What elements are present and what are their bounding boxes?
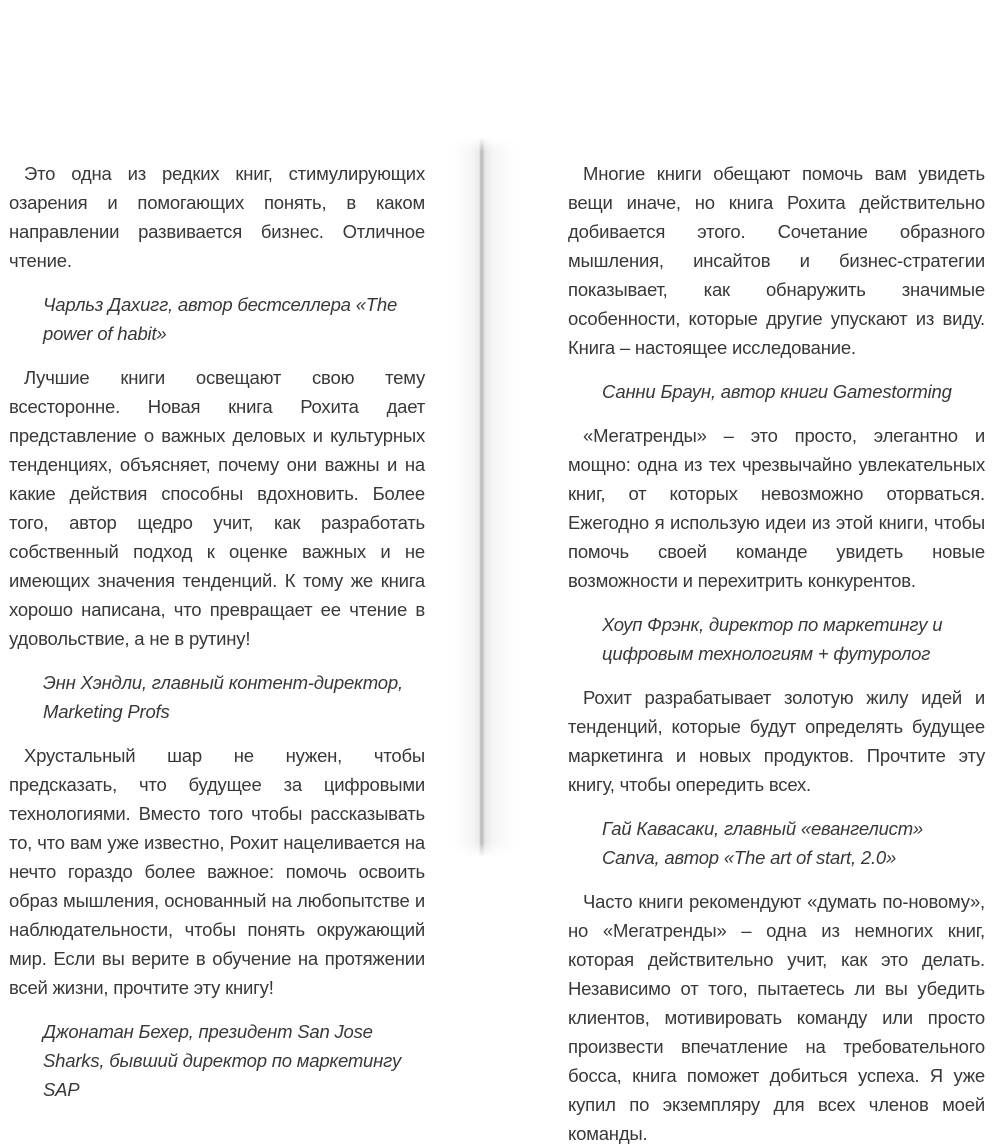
testimonial-attribution: Гай Кавасаки, главный «евангелист» Canva, автор «The art of start, 2.0» [602, 818, 924, 868]
testimonial-attribution: Санни Браун, автор книги Gamestorming [602, 381, 952, 402]
testimonial-attribution: Джонатан Бехер, президент San Jose Sharks, бывший директор по маркетингу SAP [43, 1021, 402, 1100]
testimonial-attribution: Чарльз Дахигг, автор бестселлера «The power of habit» [43, 294, 398, 344]
left-page [9, 159, 425, 1104]
testimonial-quote: «Мегатренды» – это просто, элегантно и мощно: одна из тех чрезвычайно увлекательных книг, от которых невозможно оторваться. Ежегодно я использую идеи из этой книги, чтобы помочь своей команде увидеть новые возможности и перехитрить конкурентов. [568, 425, 985, 591]
testimonial-quote: Хрустальный шар не нужен, чтобы предсказать, что будущее за цифровыми технологиями. Вместо того чтобы рассказывать то, что вам уже известно, Рохит нацеливается на нечто гораздо более важное: помочь освоить образ мышления, основанный на любопытстве и наблюдательности, чтобы понять окружающий мир. Если вы верите в обучение на протяжении всей жизни, прочтите эту книгу! [9, 745, 425, 998]
testimonial-quote: Это одна из редких книг, стимулирующих озарения и помогающих понять, в каком направлении развивается бизнес. Отличное чтение. [9, 163, 425, 271]
testimonial-quote: Лучшие книги освещают свою тему всесторонне. Новая книга Рохита дает представление о важных деловых и культурных тенденциях, объясняет, почему они важны и на какие действия способны вдохновить. Более того, автор щедро учит, как разработать собственный подход к оценке важных и не имеющих значения тенденций. К тому же книга хорошо написана, что превращает ее чтение в удовольствие, а не в рутину! [9, 367, 425, 649]
testimonial-attribution: Хоуп Фрэнк, директор по маркетингу и цифровым технологиям + футуролог [602, 614, 943, 664]
testimonial-quote: Многие книги обещают помочь вам увидеть вещи иначе, но книга Рохита действительно добивается этого. Сочетание образного мышления, инсайтов и бизнес-стратегии показывает, как обнаружить значимые особенности, которые другие упускают из виду. Книга – настоящее исследование. [568, 163, 985, 358]
page-gutter-shadow [453, 137, 515, 857]
testimonial-attribution: Энн Хэндли, главный контент-директор, Marketing Profs [43, 672, 403, 722]
testimonial-quote: Рохит разрабатывает золотую жилу идей и тенденций, которые будут определять будущее маркетинга и новых продуктов. Прочтите эту книгу, чтобы опередить всех. [568, 687, 985, 795]
testimonial-quote: Часто книги рекомендуют «думать по-новому», но «Мегатренды» – одна из немногих книг, которая действительно учит, как это делать. Независимо от того, пытаетесь ли вы убедить клиентов, мотивировать команду или просто произвести впечатление на требовательного босса, книга поможет добиться успеха. Я уже купил по экземпляру для всех членов моей команды. [568, 891, 985, 1144]
